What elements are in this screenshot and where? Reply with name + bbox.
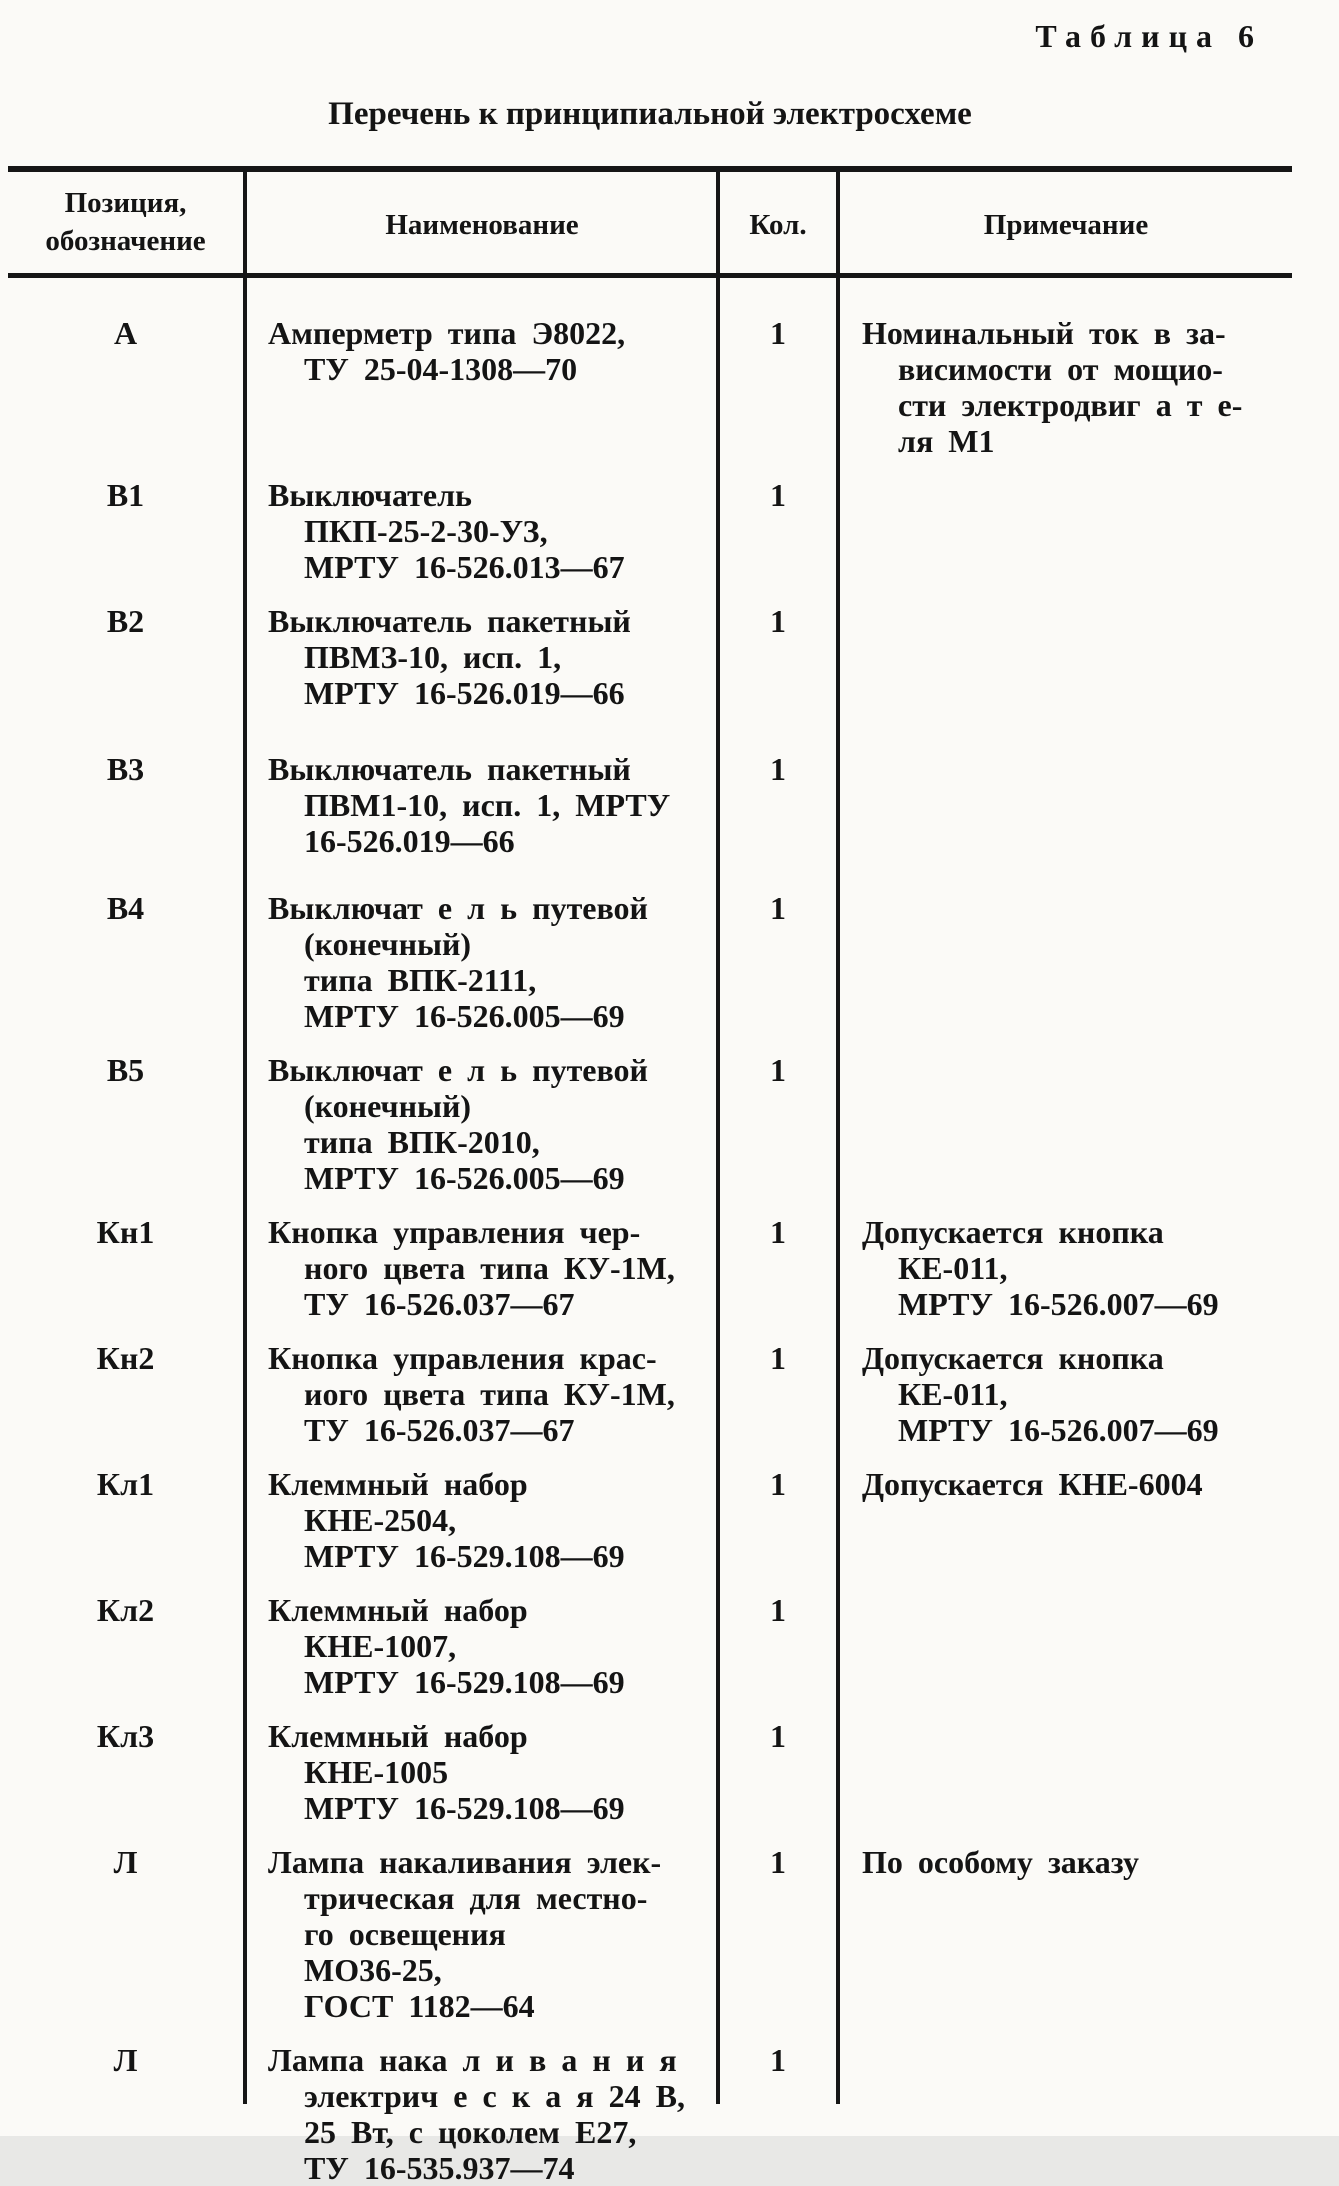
note-line: ля М1 [898, 423, 995, 459]
cell-name [268, 1340, 720, 1448]
name-line: Кнопка управления чер- [268, 1214, 641, 1250]
name-line: МРТУ 16-529.108—69 [304, 1538, 625, 1574]
cell-name [268, 477, 720, 585]
table-row [8, 315, 1292, 459]
cell-quantity: 1 [770, 1214, 786, 1250]
note-line: Допускается кнопка [862, 1214, 1164, 1250]
table-row [8, 1340, 1292, 1448]
cell-position-designation: Кн1 [96, 1214, 155, 1250]
note-line: МРТУ 16-526.007—69 [898, 1412, 1219, 1448]
cell-quantity: 1 [770, 1592, 786, 1628]
cell-name [268, 890, 720, 1034]
name-line: ного цвета типа КУ-1М, [304, 1250, 675, 1286]
name-line: ТУ 16-526.037—67 [304, 1286, 575, 1322]
name-line: ТУ 16-526.037—67 [304, 1412, 575, 1448]
note-line: КЕ-011, [898, 1250, 1008, 1286]
table-row [8, 1844, 1292, 2024]
cell-position-designation: Кл1 [96, 1466, 155, 1502]
name-line: МРТУ 16-529.108—69 [304, 1790, 625, 1826]
table-row [8, 1592, 1292, 1700]
cell-name [268, 1844, 720, 2024]
cell-position-designation: Л [113, 1844, 138, 1880]
name-line: КНЕ-2504, [304, 1502, 457, 1538]
name-line: ГОСТ 1182—64 [304, 1988, 535, 2024]
name-line: МРТУ 16-526.019—66 [304, 675, 625, 711]
table-top-rule [8, 166, 1292, 172]
cell-name [268, 315, 720, 387]
name-line: Выключатель пакетный [268, 751, 631, 787]
name-line: КНЕ-1005 [304, 1754, 449, 1790]
note-line: КЕ-011, [898, 1376, 1008, 1412]
name-line: Клеммный набор [268, 1718, 528, 1754]
cell-quantity: 1 [770, 1718, 786, 1754]
cell-position-designation: В4 [106, 890, 145, 926]
cell-name [268, 1214, 720, 1322]
name-line: иого цвета типа КУ-1М, [304, 1376, 675, 1412]
name-line: Выключатель пакетный [268, 603, 631, 639]
cell-quantity: 1 [770, 1340, 786, 1376]
cell-position-designation: Кн2 [96, 1340, 155, 1376]
name-line: го освещения [304, 1916, 506, 1952]
cell-quantity: 1 [770, 2042, 786, 2078]
table-row [8, 1052, 1292, 1196]
cell-position-designation: В5 [106, 1052, 145, 1088]
name-line: Амперметр типа Э8022, [268, 315, 626, 351]
table-row [8, 2042, 1292, 2186]
column-header-qty: Кол. [749, 209, 807, 241]
name-line: МРТУ 16-526.005—69 [304, 998, 625, 1034]
cell-name [268, 1592, 720, 1700]
name-line: трическая для местно- [304, 1880, 648, 1916]
name-line: Выключат е л ь путевой [268, 1052, 648, 1088]
table-row [8, 477, 1292, 585]
name-line: (конечный) [304, 1088, 472, 1124]
cell-name [268, 2042, 720, 2186]
table-body [8, 315, 1292, 2186]
name-line: Клеммный набор [268, 1466, 528, 1502]
cell-name [268, 1052, 720, 1196]
name-line: электрич е с к а я 24 В, [304, 2078, 686, 2114]
column-header-name: Наименование [385, 209, 579, 241]
cell-note [862, 1844, 1292, 1880]
name-line: ТУ 16-535.937—74 [304, 2150, 575, 2186]
column-header-position-line1: Позиция, [64, 187, 187, 219]
name-line: ПВМЗ-10, исп. 1, [304, 639, 562, 675]
cell-quantity: 1 [770, 603, 786, 639]
table-row [8, 603, 1292, 711]
cell-quantity: 1 [770, 751, 786, 787]
name-line: типа ВПК-2111, [304, 962, 537, 998]
name-line: Клеммный набор [268, 1592, 528, 1628]
table-number-label: Таблица 6 [1035, 18, 1263, 54]
cell-position-designation: В2 [106, 603, 145, 639]
cell-quantity: 1 [770, 1844, 786, 1880]
header-separator-rule [8, 273, 1292, 278]
cell-note [862, 315, 1292, 459]
cell-position-designation: В3 [106, 751, 145, 787]
table-row [8, 751, 1292, 859]
note-line: Допускается кнопка [862, 1340, 1164, 1376]
table-row [8, 890, 1292, 1034]
document-title: Перечень к принципиальной электросхеме [328, 96, 972, 132]
note-line: сти электродвиг а т е- [898, 387, 1243, 423]
name-line: Лампа нака л и в а н и я [268, 2042, 677, 2078]
name-line: ТУ 25-04-1308—70 [304, 351, 578, 387]
note-line: Номинальный ток в за- [862, 315, 1226, 351]
name-line: КНЕ-1007, [304, 1628, 457, 1664]
note-line: По особому заказу [862, 1844, 1139, 1880]
name-line: ПКП-25-2-30-УЗ, [304, 513, 548, 549]
name-line: 16-526.019—66 [304, 823, 515, 859]
name-line: МРТУ 16-526.013—67 [304, 549, 625, 585]
table-row [8, 1718, 1292, 1826]
name-line: МРТУ 16-529.108—69 [304, 1664, 625, 1700]
name-line: типа ВПК-2010, [304, 1124, 540, 1160]
note-line: Допускается КНЕ-6004 [862, 1466, 1203, 1502]
cell-quantity: 1 [770, 477, 786, 513]
cell-quantity: 1 [770, 890, 786, 926]
cell-position-designation: Кл2 [96, 1592, 155, 1628]
name-line: Кнопка управления крас- [268, 1340, 657, 1376]
parts-list-table [8, 166, 1292, 2186]
cell-note [862, 1214, 1292, 1322]
column-header-note: Примечание [983, 209, 1149, 241]
name-line: 25 Вт, с цоколем Е27, [304, 2114, 637, 2150]
cell-name [268, 603, 720, 711]
column-header-position-line2: обозначение [45, 225, 206, 257]
name-line: Лампа накаливания элек- [268, 1844, 662, 1880]
note-line: висимости от мощио- [898, 351, 1223, 387]
table-row [8, 1466, 1292, 1574]
name-line: МРТУ 16-526.005—69 [304, 1160, 625, 1196]
cell-quantity: 1 [770, 1466, 786, 1502]
cell-name [268, 751, 720, 859]
name-line: Выключатель [268, 477, 472, 513]
note-line: МРТУ 16-526.007—69 [898, 1286, 1219, 1322]
table-row [8, 1214, 1292, 1322]
cell-position-designation: Л [113, 2042, 138, 2078]
name-line: (конечный) [304, 926, 472, 962]
cell-position-designation: А [113, 315, 138, 351]
cell-note [862, 1340, 1292, 1448]
cell-position-designation: В1 [106, 477, 145, 513]
name-line: МО36-25, [304, 1952, 442, 1988]
name-line: Выключат е л ь путевой [268, 890, 648, 926]
cell-name [268, 1466, 720, 1574]
cell-quantity: 1 [770, 315, 786, 351]
cell-note [862, 1466, 1292, 1502]
column-header-position [8, 184, 243, 260]
cell-name [268, 1718, 720, 1826]
cell-position-designation: Кл3 [96, 1718, 155, 1754]
cell-quantity: 1 [770, 1052, 786, 1088]
name-line: ПВМ1-10, исп. 1, МРТУ [304, 787, 671, 823]
